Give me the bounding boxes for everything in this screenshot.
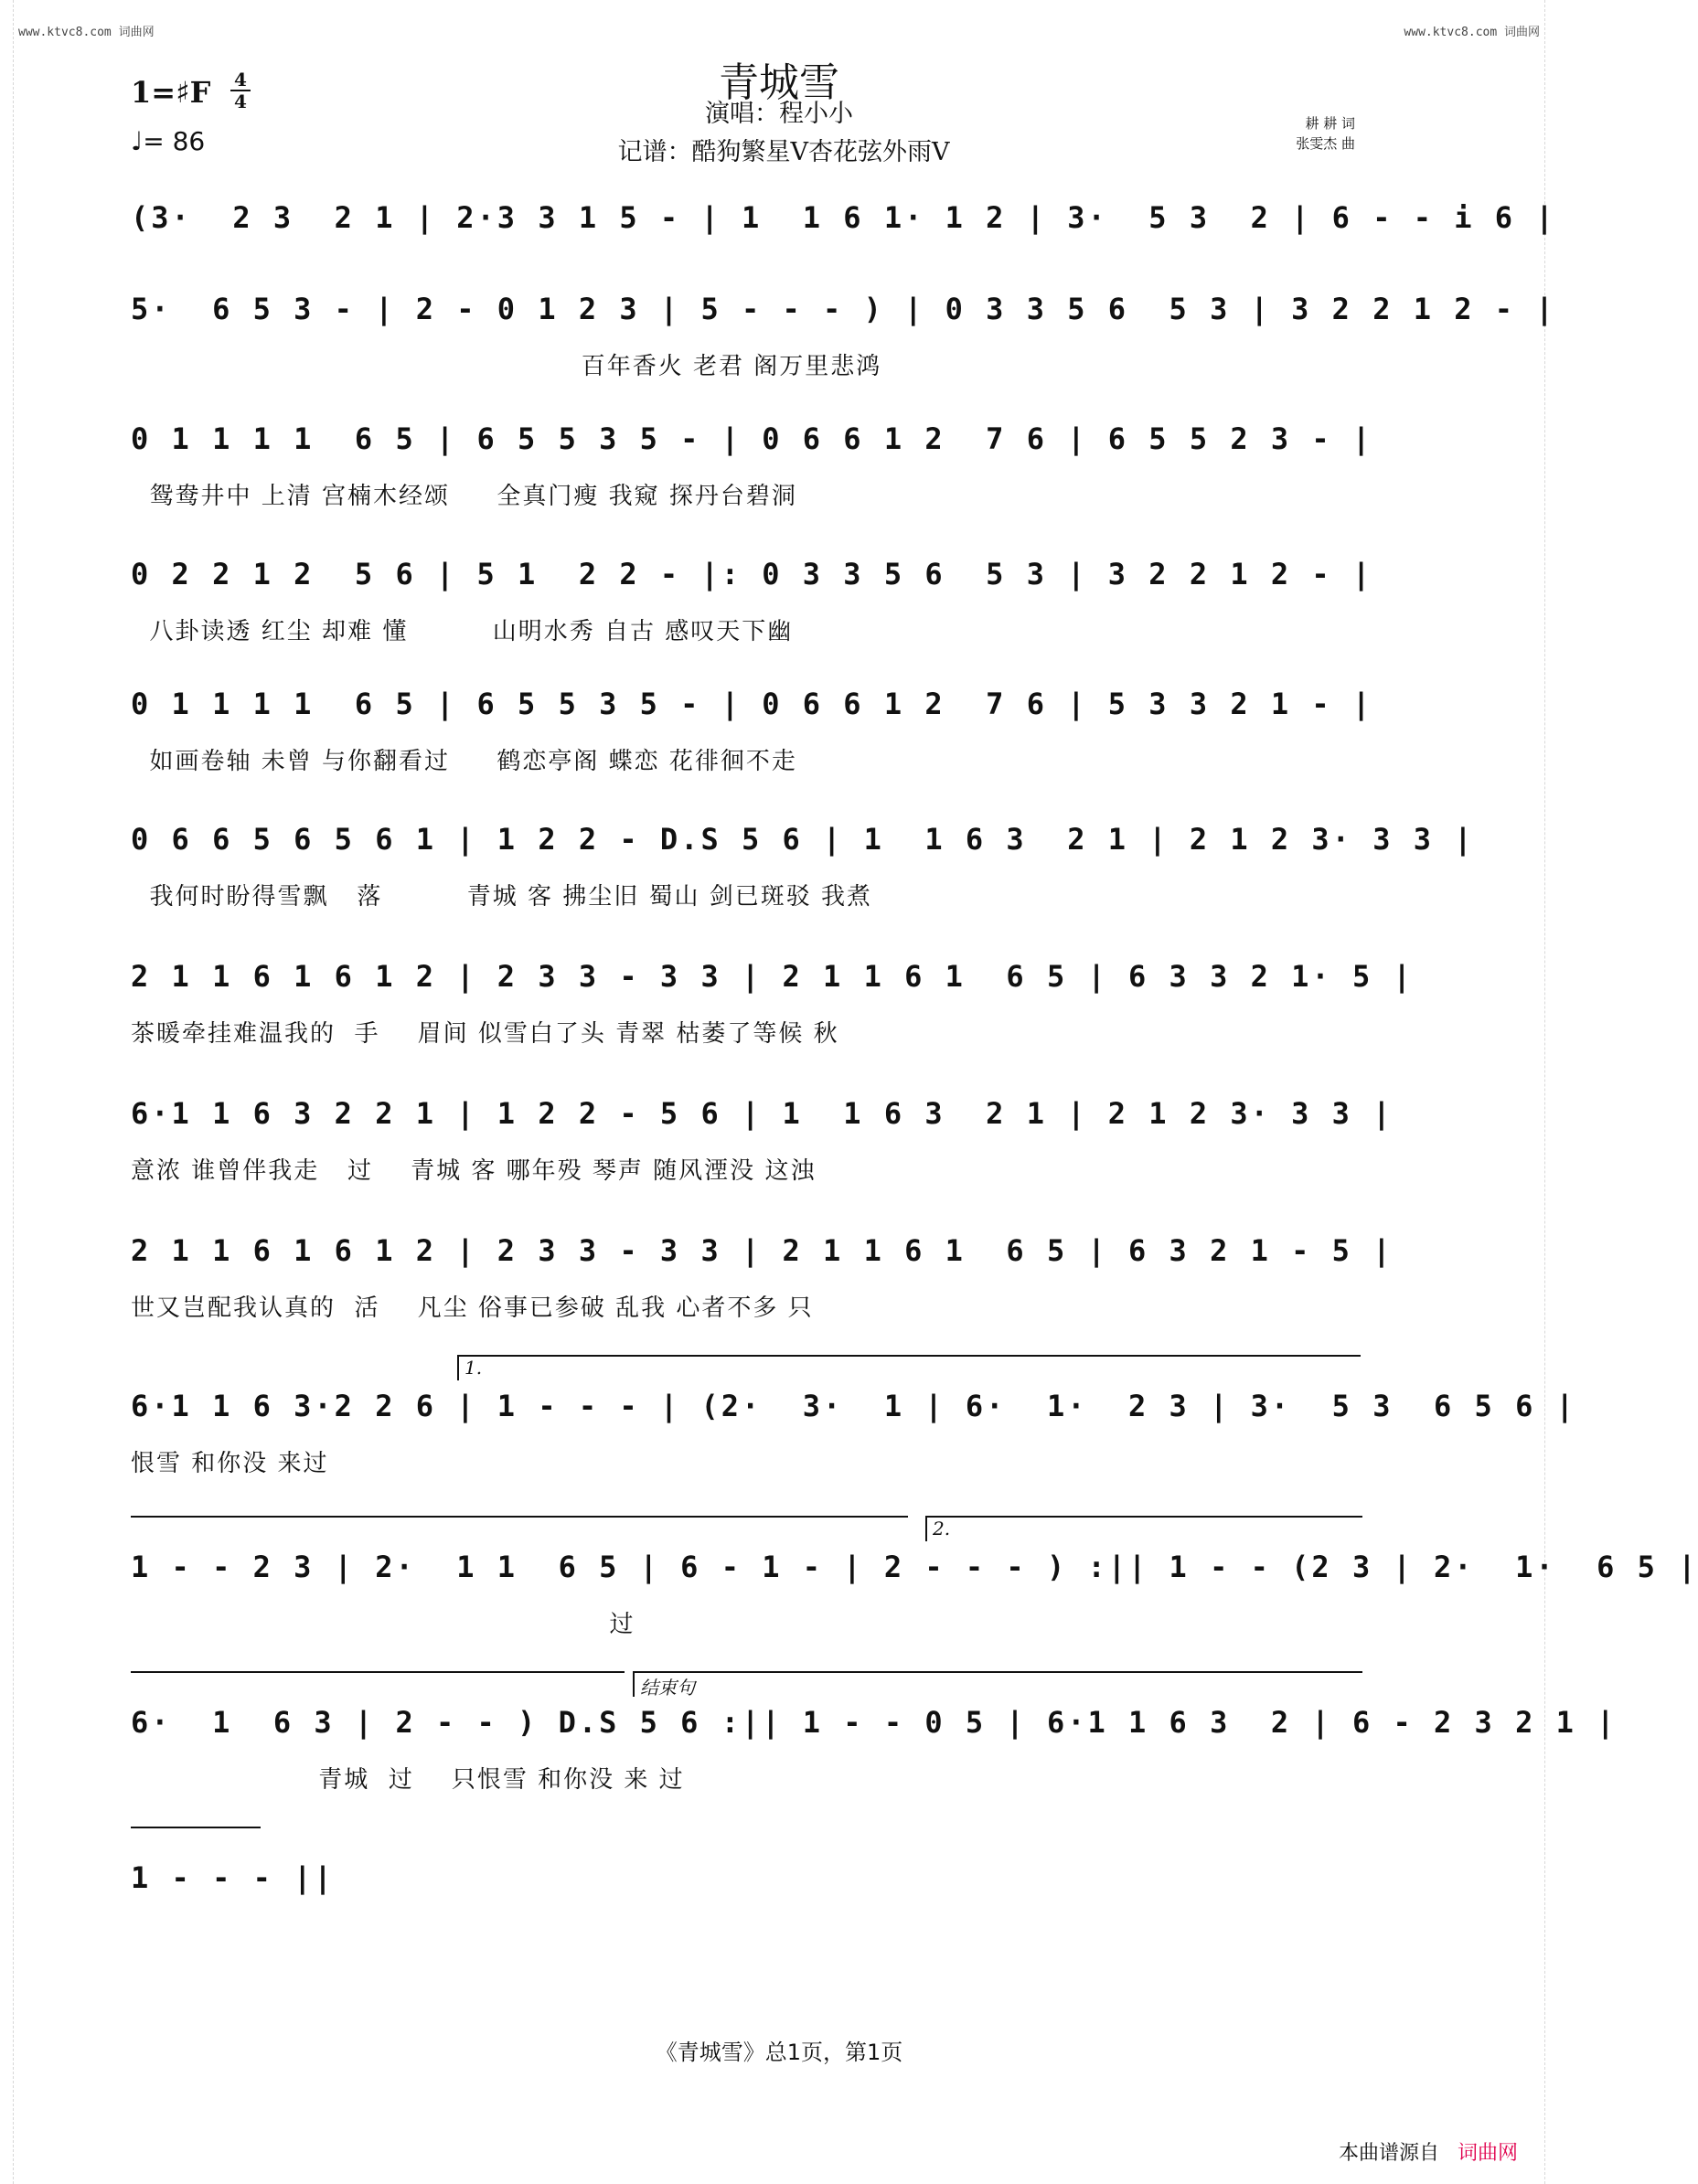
notes-line: 5· 6 5 3 - | 2 - 0 1 2 3 | 5 - - - ) | 0 3 3 5 6 5 3 | 3 2 2 1 2 - | [131, 292, 1556, 326]
composer-credit: 张雯杰 曲 [1296, 135, 1355, 152]
volta-1-continuation [131, 1516, 908, 1518]
lyrics-line: 八卦读透 红尘 却难 懂 山明水秀 自古 感叹天下幽 [131, 618, 794, 645]
lyrics-line: 世又岂配我认真的 活 凡尘 俗事已参破 乱我 心者不多 只 [131, 1294, 814, 1322]
lyrics-line: 百年香火 老君 阁万里悲鸿 [131, 353, 882, 380]
tempo-marking: ♩= 86 [131, 126, 206, 156]
transcriber-line: 记谱：酷狗繁星V杏花弦外雨V [617, 138, 950, 166]
time-signature [230, 69, 251, 112]
notes-line: 0 6 6 5 6 5 6 1 | 1 2 2 - D.S 5 6 | 1 1 6 3 2 1 | 2 1 2 3· 3 3 | [131, 822, 1475, 857]
volta-2-bracket: 2. [925, 1516, 1362, 1541]
key-signature: 1=♯F [131, 75, 211, 110]
left-margin-strip [0, 0, 14, 2184]
watermark-left: www.ktvc8.com 词曲网 [18, 26, 155, 39]
lyrics-line: 恨雪 和你没 来过 [131, 1450, 329, 1477]
notes-line: (3· 2 3 2 1 | 2·3 3 1 5 - | 1 1 6 1· 1 2 | 3· 5 3 2 | 6 - - i 6 | [131, 200, 1556, 235]
notes-line: 1 - - 2 3 | 2· 1 1 6 5 | 6 - 1 - | 2 - - - ) :|| 1 - - (2 3 | 2· 1· 6 5 | [131, 1550, 1698, 1584]
ending-continuation [131, 1827, 261, 1828]
volta-2-continuation [131, 1671, 625, 1673]
lyrics-line: 我何时盼得雪飘 落 青城 客 拂尘旧 蜀山 剑已斑驳 我煮 [131, 883, 873, 911]
notes-line: 2 1 1 6 1 6 1 2 | 2 3 3 - 3 3 | 2 1 1 6 1 6 5 | 6 3 3 2 1· 5 | [131, 959, 1414, 994]
lyrics-line: 鸳鸯井中 上清 宫楠木经颂 全真门瘦 我窥 探丹台碧洞 [131, 483, 797, 510]
ending-bracket: 结束句 [633, 1671, 1362, 1697]
source-label: 本曲谱源自 [1338, 2142, 1439, 2165]
lyricist-credit: 耕 耕 词 [1305, 115, 1355, 132]
notes-line: 0 2 2 1 2 5 6 | 5 1 2 2 - |: 0 3 3 5 6 5 3 | 3 2 2 1 2 - | [131, 557, 1373, 591]
notes-line: 1 - - - || [131, 1860, 335, 1895]
lyrics-line: 过 [131, 1611, 635, 1638]
lyrics-line: 青城 过 只恨雪 和你没 来 过 [131, 1766, 685, 1794]
lyrics-line: 意浓 谁曾伴我走 过 青城 客 哪年殁 琴声 随风湮没 这浊 [131, 1157, 817, 1185]
volta-1-bracket: 1. [457, 1355, 1361, 1380]
singer-line: 演唱：程小小 [705, 100, 853, 128]
notes-line: 0 1 1 1 1 6 5 | 6 5 5 3 5 - | 0 6 6 1 2 7 6 | 6 5 5 2 3 - | [131, 421, 1373, 456]
notes-line: 2 1 1 6 1 6 1 2 | 2 3 3 - 3 3 | 2 1 1 6 1 6 5 | 6 3 2 1 - 5 | [131, 1233, 1394, 1268]
lyrics-line: 如画卷轴 未曾 与你翻看过 鹤恋亭阁 蝶恋 花徘徊不走 [131, 748, 797, 775]
source-credit [1339, 2137, 1518, 2166]
meter-bottom: 4 [234, 91, 247, 112]
lyrics-line: 茶暖牵挂难温我的 手 眉间 似雪白了头 青翠 枯萎了等候 秋 [131, 1020, 839, 1048]
notes-line: 6·1 1 6 3·2 2 6 | 1 - - - | (2· 3· 1 | 6· 1· 2 3 | 3· 5 3 6 5 6 | [131, 1389, 1576, 1423]
source-brand-link[interactable]: 词曲网 [1457, 2142, 1518, 2165]
right-margin-strip [1544, 0, 1558, 2184]
watermark-right: www.ktvc8.com 词曲网 [1404, 26, 1540, 39]
song-title: 青城雪 [719, 59, 839, 106]
notes-line: 0 1 1 1 1 6 5 | 6 5 5 3 5 - | 0 6 6 1 2 7 6 | 5 3 3 2 1 - | [131, 687, 1373, 721]
meter-top: 4 [234, 69, 247, 91]
page-info: 《青城雪》总1页，第1页 [655, 2040, 903, 2065]
notes-line: 6· 1 6 3 | 2 - - ) D.S 5 6 :|| 1 - - 0 5 | 6·1 1 6 3 2 | 6 - 2 3 2 1 | [131, 1705, 1618, 1740]
notes-line: 6·1 1 6 3 2 2 1 | 1 2 2 - 5 6 | 1 1 6 3 2 1 | 2 1 2 3· 3 3 | [131, 1096, 1394, 1131]
